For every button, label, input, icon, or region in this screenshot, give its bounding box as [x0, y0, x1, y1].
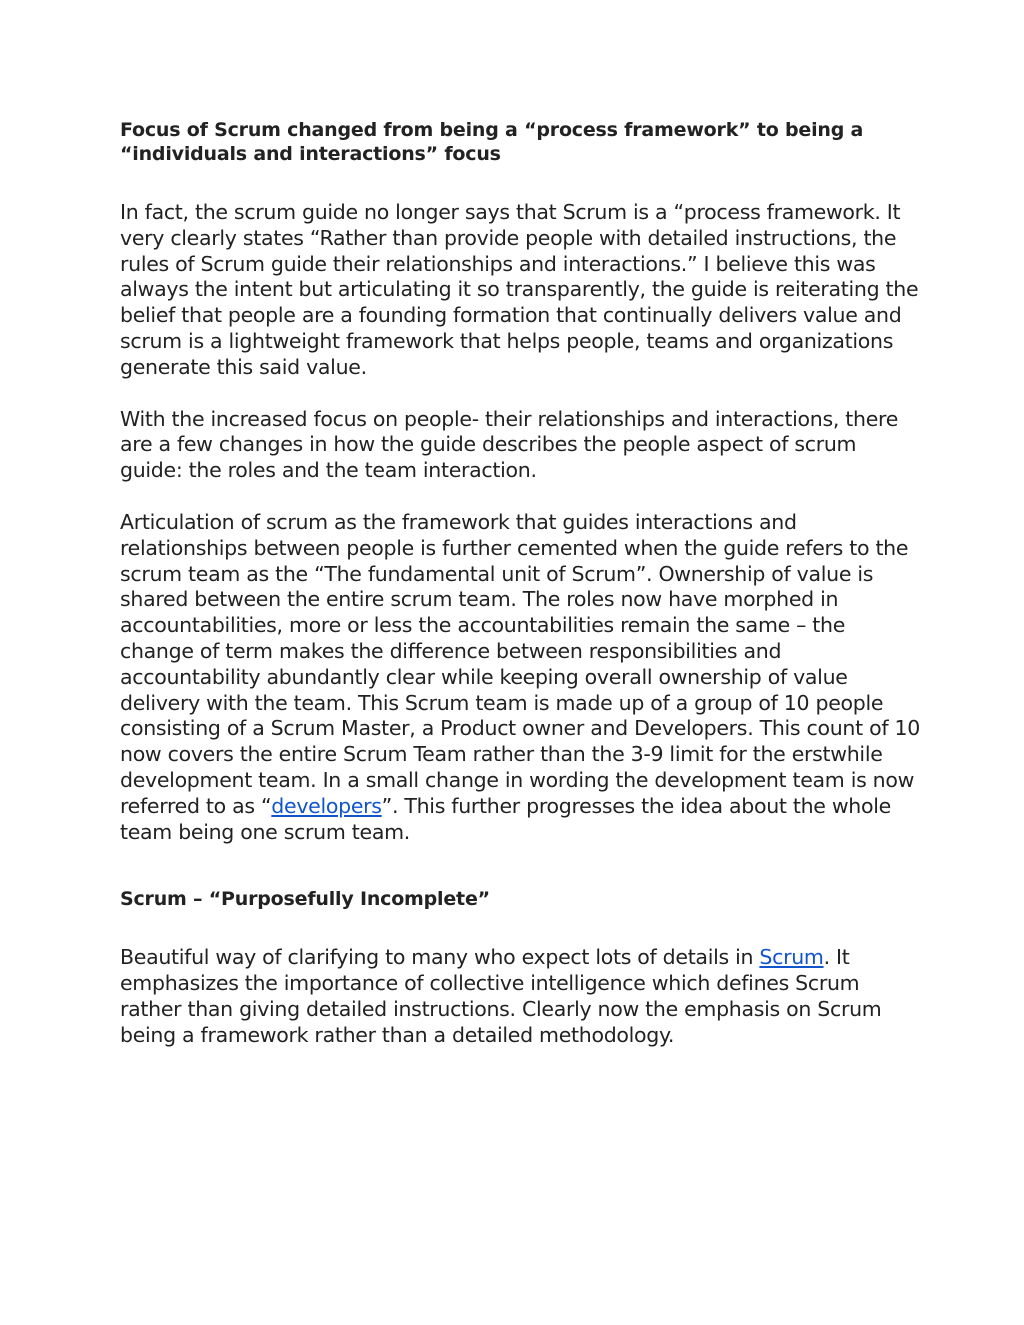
paragraph-scrum-team-text: Articulation of scrum as the framework that guides interactions and relationships between people is further cemented when the guide refers to the scrum team as the “The fundamental unit of Scrum”. Ownership of value is shared between the entire scrum team. The roles now have morphed in accountabilities, more or less the accountabilities remain the same – the change of term makes the difference between responsibilities and accountability abundantly clear while keeping overall ownership of value delivery with the team. This Scrum team is made up of a group of 10 people consisting of a Scrum Master, a Product owner and Developers. This count of 10 now covers the entire Scrum Team rather than the 3-9 limit for the erstwhile development team. In a small change in wording the development team is now referred to as “ [120, 509, 920, 818]
paragraph-scrum-team-text-end: ”. This further progresses the idea about the whole team being one scrum team. [120, 793, 891, 844]
section-heading-purposefully-incomplete: Scrum – “Purposefully Incomplete” [120, 888, 490, 911]
document-page [120, 118, 920, 1075]
paragraph-collective-intelligence [120, 945, 920, 1048]
paragraph-scrum-team [120, 510, 920, 845]
paragraph-process-framework: In fact, the scrum guide no longer says that Scrum is a “process framework. It very clearly states “Rather than provide people with detailed instructions, the rules of Scrum guide their relationships and interactions.” I believe this was always the intent but articulating it so transparently, the guide is reiterating the belief that people are a founding formation that continually delivers value and scrum is a lightweight framework that helps people, teams and organizations generate this said value. [120, 200, 919, 379]
section-heading-focus-of-scrum: Focus of Scrum changed from being a “process framework” to being a “individuals and interactions” focus [120, 119, 864, 165]
paragraph-people-focus: With the increased focus on people- their relationships and interactions, there are a few changes in how the guide describes the people aspect of scrum guide: the roles and the team interaction. [120, 406, 899, 483]
scrum-link[interactable]: Scrum [759, 945, 824, 970]
developers-link[interactable]: developers [271, 793, 382, 818]
paragraph-collective-intelligence-text: Beautiful way of clarifying to many who expect lots of details in [120, 945, 760, 970]
paragraph-collective-intelligence-text-end: . It emphasizes the importance of collective intelligence which defines Scrum rather than giving detailed instructions. Clearly now the emphasis on Scrum being a framework rather than a detailed methodology. [120, 945, 882, 1047]
